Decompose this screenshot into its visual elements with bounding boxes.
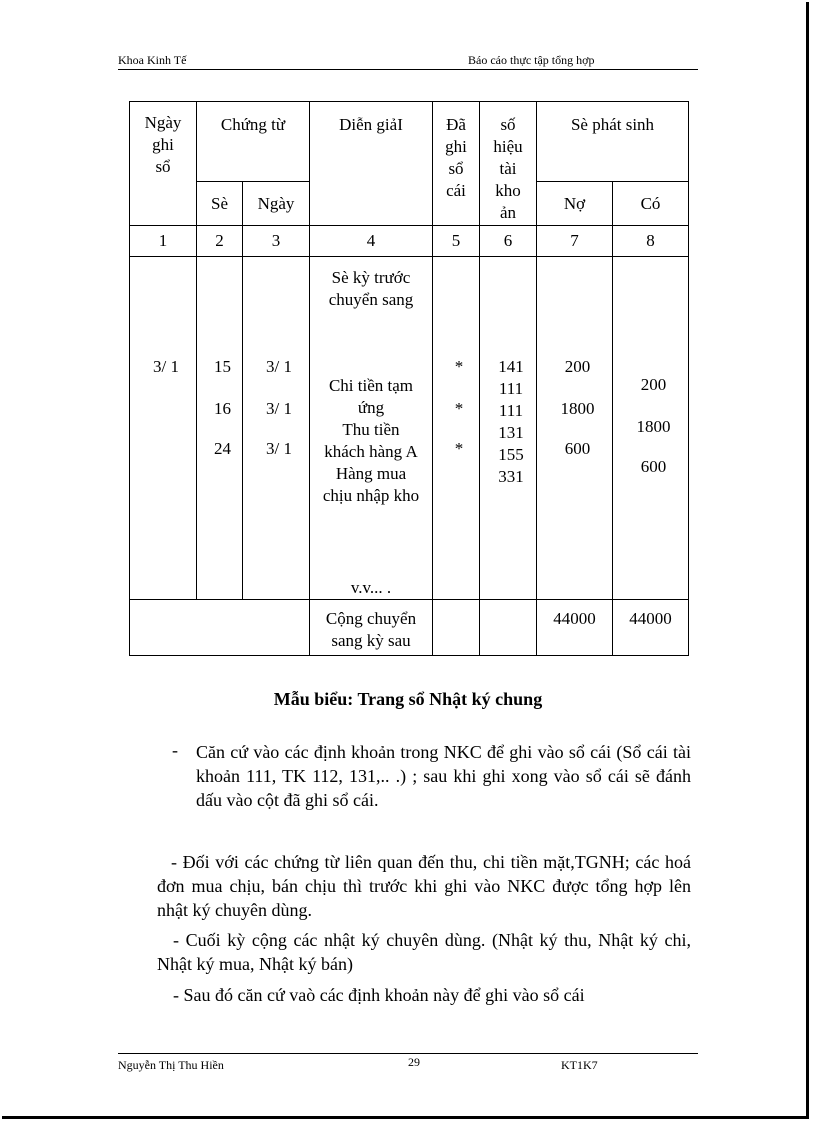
col-number: 5 xyxy=(433,226,480,257)
col-header-description: Diễn giảI xyxy=(310,102,433,226)
table-caption: Mẫu biểu: Trang sổ Nhật ký chung xyxy=(273,689,543,709)
col-header-posted: Đã ghi sổ cái xyxy=(433,102,480,226)
col-header-voucher-no: Sè xyxy=(197,182,243,226)
page-number: 29 xyxy=(408,1055,420,1069)
col-number: 4 xyxy=(310,226,433,257)
col-header-credit: Có xyxy=(613,182,689,226)
paragraph-4: - Sau đó căn cứ vaò các định khoản này để ghi vào sổ cái xyxy=(173,985,585,1005)
total-empty-cell xyxy=(130,600,310,656)
footer-divider xyxy=(118,1053,698,1054)
paragraph-3: - Cuối kỳ cộng các nhật ký chuyên dùng. (Nhật ký thu, Nhật ký chi, Nhật ký mua, Nhật ký bán) xyxy=(157,930,691,974)
col-number: 3 xyxy=(243,226,310,257)
credit-cell: 200 1800 600 xyxy=(613,257,689,600)
voucher-no-cell: 15 16 24 xyxy=(197,257,243,600)
total-row xyxy=(130,600,689,656)
total-account-cell xyxy=(480,600,537,656)
entry-date-cell: 3/ 1 xyxy=(130,257,197,600)
col-number: 6 xyxy=(480,226,537,257)
bullet-dash: - xyxy=(172,740,178,760)
total-posted-cell xyxy=(433,600,480,656)
col-number: 1 xyxy=(130,226,197,257)
footer-class-code: KT1K7 xyxy=(561,1058,598,1072)
journal-entries-row xyxy=(130,257,689,600)
general-journal-table xyxy=(129,101,689,656)
header-report-title: Báo cáo thực tập tổng hợp xyxy=(468,53,595,67)
posted-mark-cell: * * * xyxy=(433,257,480,600)
debit-cell: 200 1800 600 xyxy=(537,257,613,600)
header-divider xyxy=(118,69,698,70)
etc-text: v.v... . xyxy=(350,578,392,597)
col-number: 8 xyxy=(613,226,689,257)
total-credit-cell: 44000 xyxy=(613,600,689,656)
total-label-cell: Cộng chuyển sang kỳ sau xyxy=(310,600,433,656)
col-header-voucher: Chứng từ xyxy=(197,102,310,182)
col-number: 7 xyxy=(537,226,613,257)
account-cell: 141 111 111 131 155 331 xyxy=(480,257,537,600)
col-header-date: Ngày ghi sổ xyxy=(130,102,197,226)
col-number: 2 xyxy=(197,226,243,257)
description-cell: Sè kỳ trước chuyển sang Chi tiền tạm ứng Thu tiền khách hàng A Hàng mua chịu nhập kho v.v... . xyxy=(310,257,433,600)
col-header-voucher-date: Ngày xyxy=(243,182,310,226)
col-header-debit: Nợ xyxy=(537,182,613,226)
paragraph-1: Căn cứ vào các định khoản trong NKC để ghi vào sổ cái (Sổ cái tài khoản 111, TK 112, 131,.. .) ; sau khi ghi xong vào sổ cái sẽ đánh dấu vào cột đã ghi sổ cái. xyxy=(196,742,691,810)
column-number-row xyxy=(130,226,689,257)
footer-author: Nguyễn Thị Thu Hiền xyxy=(118,1058,224,1072)
paragraph-2: - Đối với các chứng từ liên quan đến thu, chi tiền mặt,TGNH; các hoá đơn mua chịu, bán chịu thì trước khi ghi vào NKC được tổng hợp lên nhật ký chuyên dùng. xyxy=(157,852,691,920)
col-header-amount: Sè phát sinh xyxy=(537,102,689,182)
header-faculty: Khoa Kinh Tế xyxy=(118,53,187,67)
total-debit-cell: 44000 xyxy=(537,600,613,656)
col-header-account: số hiệu tài kho ản xyxy=(480,102,537,226)
voucher-date-cell: 3/ 1 3/ 1 3/ 1 xyxy=(243,257,310,600)
